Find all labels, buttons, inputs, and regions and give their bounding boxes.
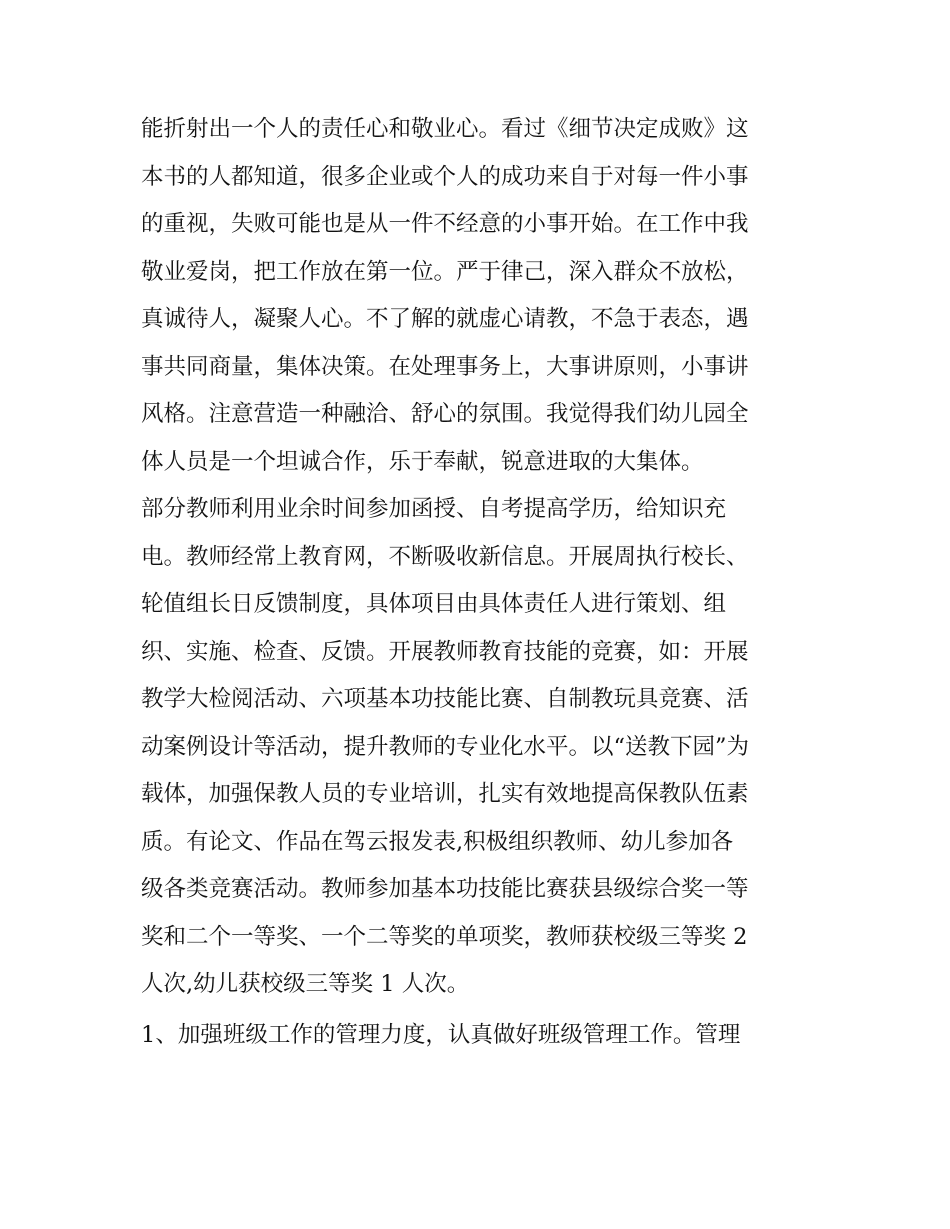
body-text (141, 106, 821, 1059)
text-line: 电。教师经常上教育网，不断吸收新信息。开展周执行校长、 (141, 543, 749, 570)
text-line: 能折射出一个人的责任心和敬业心。看过《细节决定成败》这 (141, 116, 749, 142)
text-line: 载体，加强保教人员的专业培训，扎实有效地提高保教队伍素 (141, 781, 749, 807)
text-line: 级各类竞赛活动。教师参加基本功技能比赛获县级综合奖一等 (141, 876, 749, 902)
text-line: 动案例设计等活动，提升教师的专业化水平。以“送教下园”为 (141, 733, 750, 760)
text-line: 体人员是一个坦诚合作，乐于奉献，锐意进取的大集体。 (141, 448, 704, 475)
text-line: 1、加强班级工作的管理力度，认真做好班级管理工作。管理 (141, 1021, 741, 1048)
text-line: 织、实施、检查、反馈。开展教师教育技能的竞赛，如：开展 (141, 638, 749, 665)
text-line: 部分教师利用业余时间参加函授、自考提高学历，给知识充 (141, 496, 727, 522)
text-line: 轮值组长日反馈制度，具体项目由具体责任人进行策划、组 (141, 591, 727, 617)
text-line: 风格。注意营造一种融洽、舒心的氛围。我觉得我们幼儿园全 (141, 401, 749, 427)
text-line: 质。有论文、作品在驾云报发表,积极组织教师、幼儿参加各 (141, 828, 734, 855)
text-line: 奖和二个一等奖、一个二等奖的单项奖，教师获校级三等奖 2 (141, 923, 748, 950)
text-line: 事共同商量，集体决策。在处理事务上，大事讲原则，小事讲 (141, 353, 749, 380)
text-line: 教学大检阅活动、六项基本功技能比赛、自制教玩具竞赛、活 (141, 686, 749, 712)
text-line: 人次,幼儿获校级三等奖 1 人次。 (141, 971, 470, 997)
text-line: 真诚待人，凝聚人心。不了解的就虚心请教，不急于表态，遇 (141, 306, 749, 332)
text-line: 的重视，失败可能也是从一件不经意的小事开始。在工作中我 (141, 211, 749, 237)
text-line: 敬业爱岗，把工作放在第一位。严于律己，深入群众不放松， (141, 258, 749, 285)
text-line: 本书的人都知道，很多企业或个人的成功来自于对每一件小事 (141, 163, 749, 190)
